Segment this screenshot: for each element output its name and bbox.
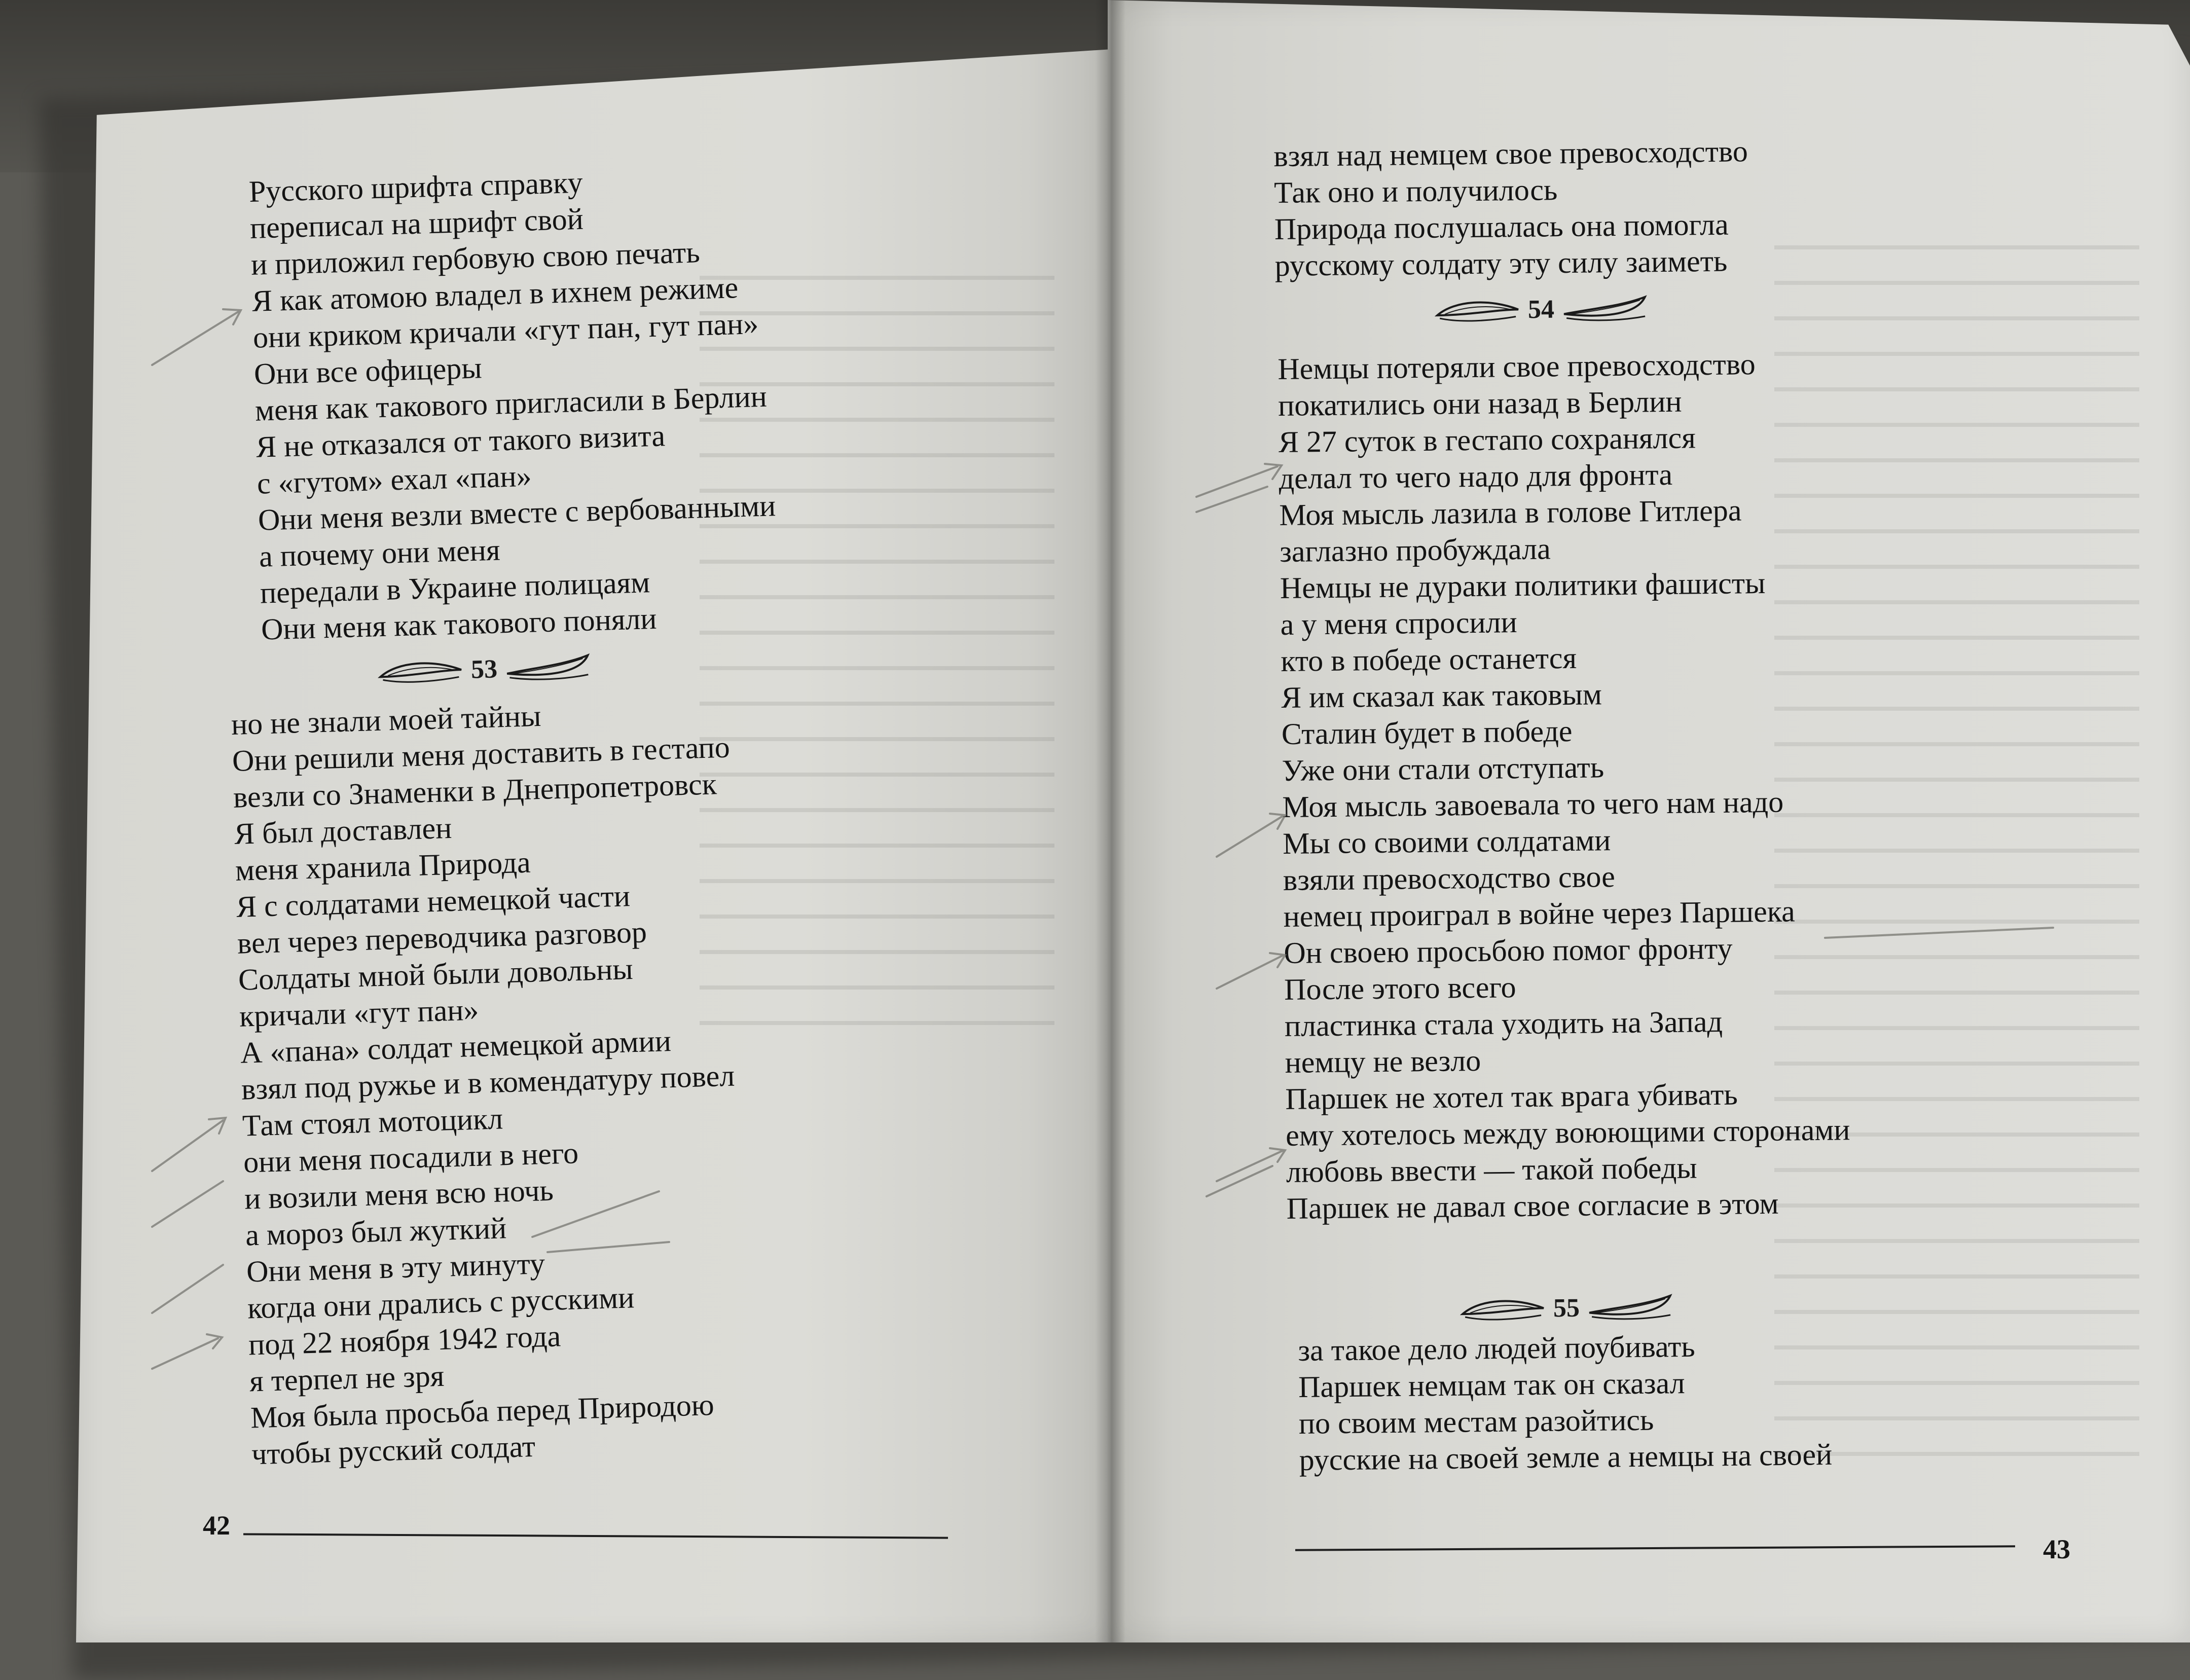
- leaf-ornament-icon: [377, 654, 464, 687]
- text-line: Паршек не давал свое согласие в этом: [1286, 1186, 1779, 1225]
- text-line: А «пана» солдат немецкой армии: [240, 1024, 672, 1070]
- text-line: Там стоял мотоцикл: [242, 1102, 503, 1143]
- text-line: Русского шрифта справку: [248, 165, 583, 208]
- text-line: взял под ружье и в комендатуру повел: [241, 1058, 736, 1106]
- text-line: Паршек не хотел так врага убивать: [1285, 1077, 1738, 1116]
- text-line: когда они дрались с русскими: [247, 1281, 635, 1325]
- text-line: Я 27 суток в гестапо сохранялся: [1278, 421, 1696, 459]
- text-line: и возили меня всю ночь: [244, 1173, 554, 1216]
- text-line: любовь ввести — такой победы: [1286, 1151, 1697, 1189]
- left-text-block-a: [248, 159, 779, 647]
- right-text-block-a: [1273, 133, 1749, 284]
- text-line: а почему они меня: [259, 533, 501, 573]
- text-line: Он своею просьбою помог фронту: [1284, 931, 1733, 970]
- text-line: Моя мысль лазила в голове Гитлера: [1279, 493, 1742, 532]
- text-line: делал то чего надо для фронта: [1279, 457, 1673, 495]
- section-number: 55: [1553, 1293, 1580, 1323]
- text-line: Немцы потеряли свое превосходство: [1278, 347, 1756, 386]
- text-line: с «гутом» ехал «пан»: [257, 459, 532, 500]
- text-line: а мороз был жуткий: [245, 1211, 507, 1252]
- text-line: русскому солдату эту силу заиметь: [1274, 244, 1728, 282]
- section-divider-54: [1435, 293, 1648, 325]
- text-line: покатились они назад в Берлин: [1278, 384, 1682, 422]
- text-line: Моя мысль завоевала то чего нам надо: [1282, 785, 1784, 824]
- text-line: меня хранила Природа: [235, 845, 531, 887]
- text-line: они меня посадили в него: [243, 1136, 579, 1179]
- text-line: взял над немцем свое превосходство: [1273, 134, 1748, 173]
- text-line: переписал на шрифт свой: [249, 202, 584, 245]
- text-line: Они решили меня доставить в гестапо: [232, 730, 731, 778]
- text-line: Так оно и получилось: [1273, 173, 1558, 209]
- text-line: Они меня в эту минуту: [246, 1247, 545, 1289]
- text-line: но не знали моей тайны: [231, 699, 542, 741]
- text-line: немцу не везло: [1285, 1043, 1481, 1079]
- book-gutter: [1095, 0, 1125, 1642]
- text-line: а у меня спросили: [1280, 605, 1517, 641]
- text-line: под 22 ноября 1942 года: [248, 1319, 562, 1362]
- section-divider-55: [1460, 1292, 1673, 1324]
- text-line: Они меня везли вместе с вербованными: [258, 489, 777, 537]
- text-line: за такое дело людей поубивать: [1298, 1329, 1696, 1367]
- text-line: ему хотелось между воюющими сторонами: [1285, 1113, 1850, 1152]
- leaf-ornament-icon: [1561, 293, 1648, 324]
- text-line: они криком кричали «гут пан, гут пан»: [252, 307, 759, 354]
- text-line: Мы со своими солдатами: [1282, 823, 1611, 860]
- text-line: русские на своей земле а немцы на своей: [1299, 1437, 1833, 1477]
- leaf-ornament-icon: [1435, 294, 1521, 325]
- right-text-block-c: [1298, 1327, 1832, 1478]
- text-line: по своим местам разойтись: [1298, 1403, 1654, 1440]
- text-line: пластинка стала уходить на Запад: [1284, 1004, 1723, 1043]
- text-line: Солдаты мной были довольны: [238, 952, 634, 997]
- text-line: Я им сказал как таковым: [1281, 677, 1602, 714]
- right-text-block-b: [1278, 345, 1851, 1227]
- text-line: немец проиграл в войне через Паршека: [1283, 894, 1795, 933]
- text-line: Я был доставлен: [234, 811, 453, 851]
- page-number-right: 43: [2043, 1534, 2070, 1564]
- text-line: и приложил гербовую свою печать: [250, 235, 701, 281]
- text-line: заглазно пробуждала: [1279, 532, 1551, 568]
- text-line: После этого всего: [1284, 970, 1516, 1006]
- text-line: вел через переводчика разговор: [237, 915, 647, 960]
- text-line: Я не отказался от такого визита: [256, 419, 666, 464]
- leaf-ornament-icon: [1587, 1292, 1673, 1323]
- text-line: Немцы не дураки политики фашисты: [1280, 566, 1766, 605]
- leaf-ornament-icon: [504, 651, 591, 684]
- text-line: чтобы русский солдат: [251, 1429, 536, 1471]
- text-line: Сталин будет в победе: [1281, 714, 1573, 751]
- text-line: Природа послушалась она помогла: [1274, 207, 1729, 246]
- section-divider-53: [377, 651, 591, 687]
- section-number: 53: [470, 654, 498, 684]
- text-line: я терпел не зря: [249, 1359, 445, 1398]
- text-line: меня как такового пригласили в Берлин: [254, 379, 768, 427]
- text-line: везли со Знаменки в Днепропетровск: [233, 767, 717, 814]
- leaf-ornament-icon: [1460, 1293, 1547, 1324]
- text-line: взяли превосходство свое: [1283, 860, 1616, 897]
- text-line: передали в Украине полицаям: [260, 565, 650, 610]
- text-line: кто в победе останется: [1281, 641, 1577, 678]
- page-number-left: 42: [203, 1510, 230, 1541]
- text-line: кричали «гут пан»: [239, 993, 480, 1033]
- text-line: Они меня как такового поняли: [261, 601, 658, 646]
- section-number: 54: [1527, 295, 1555, 324]
- text-line: Я с солдатами немецкой части: [236, 879, 631, 924]
- text-line: Я как атомою владел в ихнем режиме: [251, 271, 739, 318]
- text-line: Они все офицеры: [253, 351, 483, 391]
- left-text-block-b: [231, 692, 750, 1473]
- text-line: Паршек немцам так он сказал: [1298, 1366, 1685, 1404]
- text-line: Моя была просьба перед Природою: [250, 1387, 715, 1435]
- text-line: Уже они стали отступать: [1282, 750, 1604, 787]
